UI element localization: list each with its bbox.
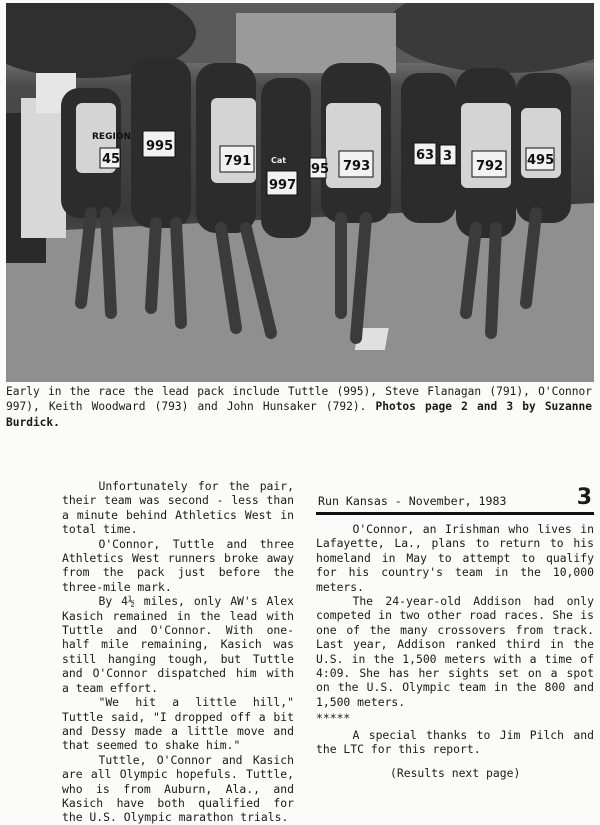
- shirt-text-region: REGION: [92, 132, 131, 142]
- race-photo: [6, 3, 594, 382]
- page-header: [316, 486, 594, 515]
- caption-credit: Photos page 2 and 3 by Suzanne Burdick.: [6, 400, 592, 429]
- paragraph: O'Connor, an Irishman who lives in Lafayette, La., plans to return to his homeland in May to attempt to qualify for his country's team in the 10,000 meters.: [316, 522, 594, 594]
- thanks-paragraph: A special thanks to Jim Pilch and the LTC for this report.: [316, 727, 594, 757]
- separator: *****: [316, 711, 351, 726]
- publication-title: Run Kansas - November, 1983: [318, 494, 507, 508]
- paragraph: Unfortunately for the pair, their team was second - less than a minute behind Athletics West in total time.: [62, 479, 294, 537]
- bib-997: 997: [269, 178, 297, 193]
- bib-793: 793: [343, 159, 371, 174]
- paragraph: Tuttle, O'Connor and Kasich are all Olympic hopefuls. Tuttle, who is from Auburn, Ala., and Kasich have both qualified for the U.S. Olympic marathon trials.: [62, 752, 294, 825]
- right-column: [316, 522, 594, 757]
- bib-3: 3: [443, 149, 453, 164]
- bib-95: 95: [311, 162, 330, 177]
- photo-caption: [6, 384, 592, 430]
- page-number: 3: [576, 485, 592, 510]
- bib-45: 45: [102, 152, 121, 167]
- race-photo-illustration: [6, 3, 594, 382]
- paragraph: O'Connor, Tuttle and three Athletics West runners broke away from the pack just before the three-mile mark.: [62, 536, 294, 594]
- bib-63: 63: [416, 148, 435, 163]
- paragraph: By 4½ miles, only AW's Alex Kasich remained in the lead with Tuttle and O'Connor. With one-half mile remaining, Kasich was still hanging tough, but Tuttle and O'Connor dispatched him with a team effort.: [62, 594, 294, 695]
- paragraph: "We hit a little hill," Tuttle said, "I dropped off a bit and Dessy made a little move and that seemed to shake him.": [62, 695, 294, 753]
- shirt-text-cat: Cat: [271, 156, 287, 165]
- bib-791: 791: [224, 154, 252, 169]
- bib-792: 792: [476, 159, 504, 174]
- bib-995: 995: [146, 139, 174, 154]
- caption-text: Early in the race the lead pack include Tuttle (995), Steve Flanagan (791), O'Connor 997), Keith Woodward (793) and John Hunsaker (792).: [6, 385, 592, 414]
- left-column: [62, 479, 294, 825]
- footer-note: (Results next page): [390, 766, 521, 780]
- paragraph: The 24-year-old Addison had only competed in two other road races. She is one of the many crossovers from track. Last year, Addison ranked third in the U.S. in the 1,500 meters with a time of 4:09. She has her sights set on a spot on the U.S. Olympic team in the 800 and 1,500 meters.: [316, 594, 594, 709]
- bib-495: 495: [527, 153, 555, 168]
